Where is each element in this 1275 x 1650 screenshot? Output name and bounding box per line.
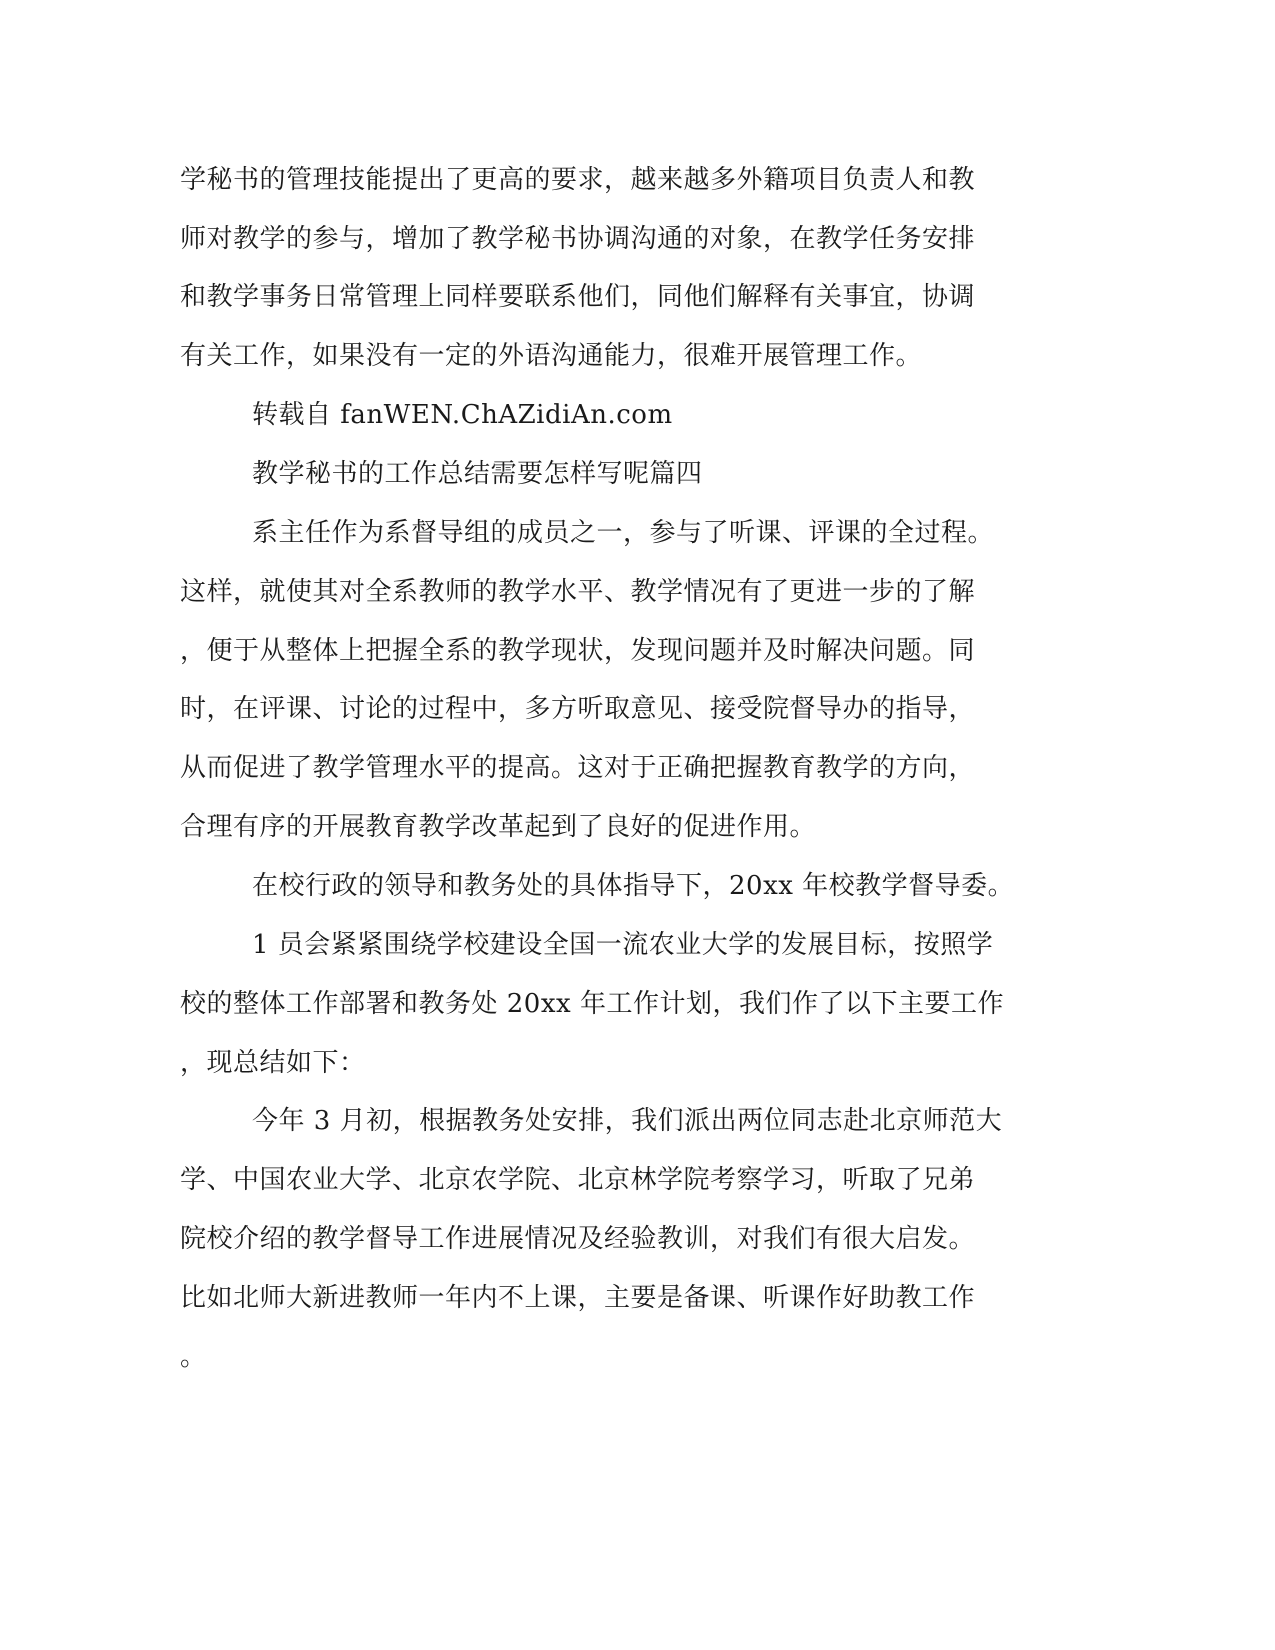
body-line-9: ，便于从整体上把握全系的教学现状，发现问题并及时解决问题。同 [180, 636, 976, 666]
body-line-13: 在校行政的领导和教务处的具体指导下，20xx 年校教学督导委。 [252, 871, 1015, 901]
body-line-7: 系主任作为系督导组的成员之一，参与了听课、评课的全过程。 [252, 518, 995, 548]
body-line-1: 学秘书的管理技能提出了更高的要求，越来越多外籍项目负责人和教 [180, 165, 976, 195]
body-line-14: 1 员会紧紧围绕学校建设全国一流农业大学的发展目标，按照学 [252, 930, 994, 960]
body-line-2: 师对教学的参与，增加了教学秘书协调沟通的对象，在教学任务安排 [180, 224, 976, 254]
body-line-11: 从而促进了教学管理水平的提高。这对于正确把握教育教学的方向， [180, 753, 976, 783]
body-line-12: 合理有序的开展教育教学改革起到了良好的促进作用。 [180, 812, 817, 842]
body-line-19: 院校介绍的教学督导工作进展情况及经验教训，对我们有很大启发。 [180, 1224, 976, 1254]
section-heading: 教学秘书的工作总结需要怎样写呢篇四 [252, 459, 703, 489]
body-line-16: ，现总结如下： [180, 1048, 366, 1078]
body-line-17: 今年 3 月初，根据教务处安排，我们派出两位同志赴北京师范大 [252, 1106, 1003, 1136]
body-line-15: 校的整体工作部署和教务处 20xx 年工作计划，我们作了以下主要工作 [180, 989, 1004, 1019]
body-line-20: 比如北师大新进教师一年内不上课，主要是备课、听课作好助教工作 [180, 1283, 976, 1313]
body-line-8: 这样，就使其对全系教师的教学水平、教学情况有了更进一步的了解 [180, 577, 976, 607]
body-line-10: 时，在评课、讨论的过程中，多方听取意见、接受院督导办的指导， [180, 694, 976, 724]
body-line-18: 学、中国农业大学、北京农学院、北京林学院考察学习，听取了兄弟 [180, 1165, 976, 1195]
body-line-21: 。 [180, 1342, 207, 1372]
body-line-4: 有关工作，如果没有一定的外语沟通能力，很难开展管理工作。 [180, 341, 923, 371]
source-line: 转载自 fanWEN.ChAZidiAn.com [252, 400, 673, 430]
body-line-3: 和教学事务日常管理上同样要联系他们，同他们解释有关事宜，协调 [180, 282, 976, 312]
